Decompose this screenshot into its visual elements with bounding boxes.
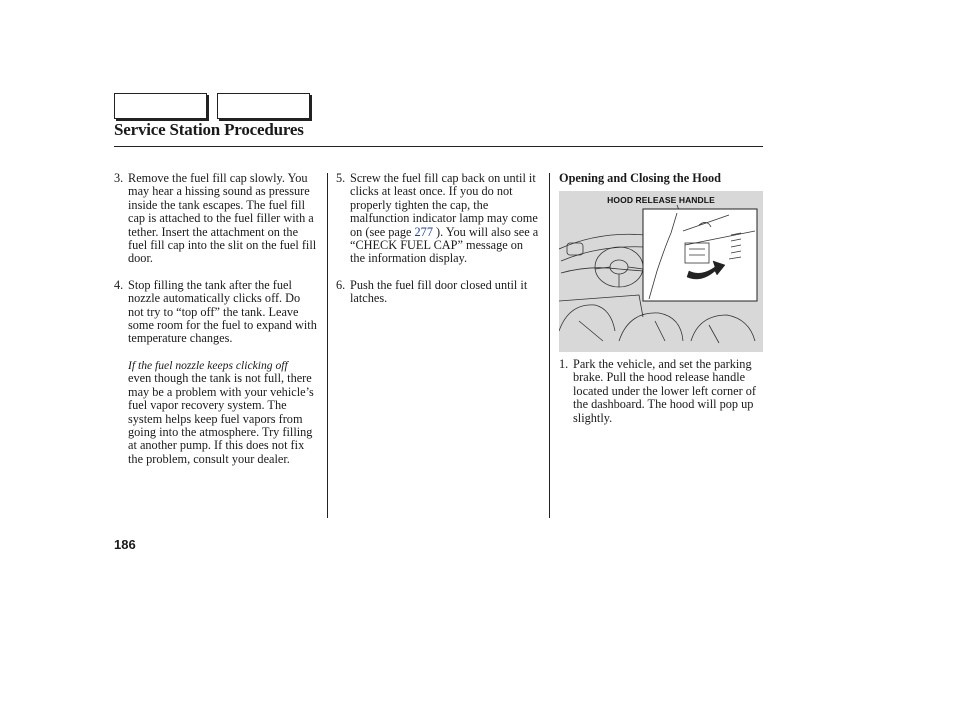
step-5 [336,172,540,266]
nav-tab-box-1[interactable] [114,93,207,119]
page-link[interactable]: 277 [414,224,433,239]
column-divider-2 [549,173,550,518]
section-heading: Opening and Closing the Hood [559,171,721,185]
hood-release-figure [559,191,763,352]
column-2 [336,172,540,306]
step-text: Park the vehicle, and set the parking brake. Pull the hood release handle located under the lower left corner of the dashboard. The hood will pop up slightly. [573,357,757,425]
step-number: 5. [336,171,346,185]
step-text [350,172,540,266]
hood-step-1 [559,358,765,425]
column-1 [114,172,318,466]
column-3 [559,172,764,185]
step-text: Remove the fuel fill cap slowly. You may hear a hissing sound as pressure inside the tank escapes. The fuel fill cap is attached to the fuel filler with a tether. Insert the attachment on the fuel fill cap into the slit on the fuel fill door. [128,171,317,266]
step-4 [114,279,318,346]
step-number: 4. [114,277,124,292]
column-divider-1 [327,173,328,518]
step-number: 3. [114,171,124,185]
nav-tab-box-2[interactable] [217,93,310,119]
page-number: 186 [114,537,136,552]
step-number: 6. [336,277,346,292]
step-1 [559,358,765,425]
step-5-text-end: ). You will also see a “CHECK FUEL CAP” message on the information display. [350,224,539,266]
dashboard-illustration [559,191,763,352]
step-text: Stop filling the tank after the fuel nozzle automatically clicks off. Do not try to “top off” the tank. Leave some room for the fuel to expand with temperature changes. [128,277,317,346]
page-title: Service Station Procedures [114,120,304,139]
figure-label: HOOD RELEASE HANDLE [607,195,715,205]
step-number: 1. [559,357,569,371]
title-rule [114,146,763,147]
step-text: Push the fuel fill door closed until it latches. [350,277,528,306]
step-3 [114,172,318,266]
step-6 [336,279,540,306]
note-lead-italic: If the fuel nozzle keeps clicking off [128,358,288,372]
step-5-text-start: Screw the fuel fill cap back on until it clicks at least once. If you do not properly tighten the cap, the malfunction indicator lamp may come on (see page [350,171,538,239]
note-body: even though the tank is not full, there may be a problem with your vehicle’s fuel vapor recovery system. The system helps keep fuel vapors from going into the atmosphere. Try filling at another pump. If this does not fix the problem, consult your dealer. [128,371,314,466]
